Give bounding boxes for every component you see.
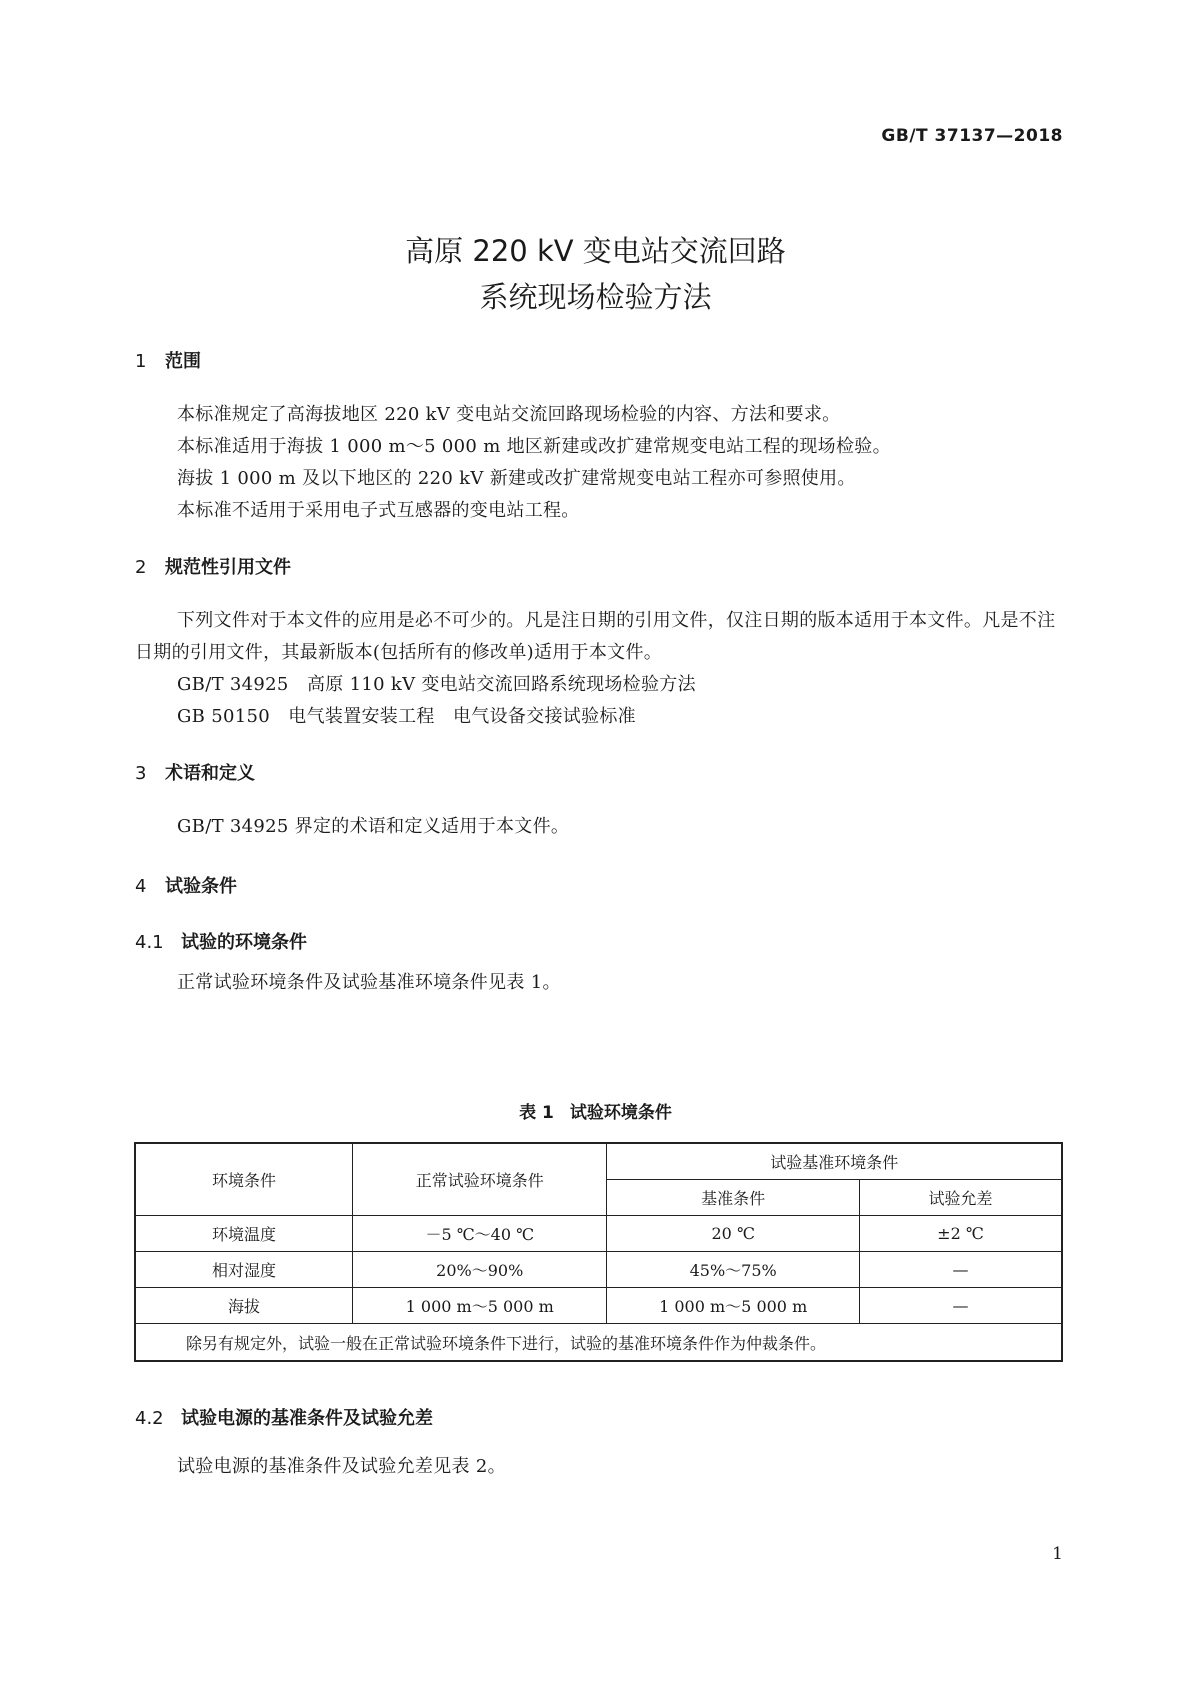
table-row [135, 1252, 1062, 1288]
section-2-heading [135, 553, 291, 579]
table-cell: — [859, 1252, 1062, 1288]
section-4-1-number: 4.1 [135, 932, 164, 953]
table-header-cell: 基准条件 [607, 1180, 859, 1216]
table-note-row [135, 1324, 1062, 1362]
table-1-number: 表 1 [519, 1103, 554, 1123]
section-1-para: 本标准适用于海拔 1 000 m～5 000 m 地区新建或改扩建常规变电站工程的现场检验。 [177, 436, 891, 457]
table-cell: — [859, 1288, 1062, 1324]
section-4-2-heading [135, 1404, 433, 1430]
table-note: 除另有规定外，试验一般在正常试验环境条件下进行，试验的基准环境条件作为仲裁条件。 [135, 1324, 1062, 1362]
section-3-para: GB/T 34925 界定的术语和定义适用于本文件。 [177, 816, 570, 837]
section-3-title: 术语和定义 [165, 763, 255, 784]
section-4-1-title: 试验的环境条件 [181, 932, 307, 953]
table-cell: 相对湿度 [135, 1252, 353, 1288]
table-cell: 1 000 m～5 000 m [607, 1288, 859, 1324]
section-4-title: 试验条件 [165, 876, 237, 897]
table-cell: 45%～75% [607, 1252, 859, 1288]
section-2-body [135, 605, 1060, 733]
table-row [135, 1216, 1062, 1252]
section-1-number: 1 [135, 351, 147, 372]
section-2-title: 规范性引用文件 [165, 557, 291, 578]
table-row [135, 1288, 1062, 1324]
section-4-1-body [135, 967, 1060, 999]
section-4-2-para: 试验电源的基准条件及试验允差见表 2。 [177, 1456, 506, 1477]
section-4-1-heading [135, 928, 307, 954]
section-1-heading [135, 347, 201, 373]
table-cell: －5 ℃～40 ℃ [353, 1216, 607, 1252]
table-cell: 环境温度 [135, 1216, 353, 1252]
table-header-cell: 正常试验环境条件 [353, 1143, 607, 1216]
section-3-heading [135, 759, 255, 785]
document-title [0, 228, 1191, 320]
page-number: 1 [1052, 1544, 1063, 1564]
table-1-caption [0, 1098, 1191, 1123]
table-header-cell: 环境条件 [135, 1143, 353, 1216]
normative-reference: GB 50150 电气装置安装工程 电气设备交接试验标准 [177, 706, 636, 727]
section-1-para: 本标准不适用于采用电子式互感器的变电站工程。 [177, 500, 580, 521]
section-4-1-para: 正常试验环境条件及试验基准环境条件见表 1。 [177, 972, 561, 993]
environment-conditions-table [134, 1142, 1063, 1362]
title-line-1: 高原 220 kV 变电站交流回路 [405, 234, 786, 268]
section-2-number: 2 [135, 557, 147, 578]
section-1-body [135, 399, 1060, 527]
title-line-2: 系统现场检验方法 [479, 280, 712, 314]
table-cell: 20%～90% [353, 1252, 607, 1288]
section-1-para: 本标准规定了高海拔地区 220 kV 变电站交流回路现场检验的内容、方法和要求。 [177, 404, 841, 425]
table-header-row [135, 1143, 1062, 1180]
standard-number: GB/T 37137—2018 [881, 126, 1063, 146]
table-cell: 1 000 m～5 000 m [353, 1288, 607, 1324]
section-4-2-number: 4.2 [135, 1408, 164, 1429]
section-1-title: 范围 [165, 351, 201, 372]
table-header-cell: 试验允差 [859, 1180, 1062, 1216]
table-1-title: 试验环境条件 [569, 1103, 672, 1123]
section-3-body [135, 811, 1060, 843]
table-cell: 海拔 [135, 1288, 353, 1324]
section-1-para: 海拔 1 000 m 及以下地区的 220 kV 新建或改扩建常规变电站工程亦可参照使用。 [177, 468, 856, 489]
section-2-intro: 下列文件对于本文件的应用是必不可少的。凡是注日期的引用文件，仅注日期的版本适用于本文件。凡是不注日期的引用文件，其最新版本(包括所有的修改单)适用于本文件。 [135, 610, 1056, 663]
table-cell: ±2 ℃ [859, 1216, 1062, 1252]
section-4-number: 4 [135, 876, 147, 897]
section-4-2-body [135, 1451, 1060, 1483]
section-4-2-title: 试验电源的基准条件及试验允差 [181, 1408, 433, 1429]
table-header-group-cell: 试验基准环境条件 [607, 1143, 1062, 1180]
section-3-number: 3 [135, 763, 147, 784]
table-cell: 20 ℃ [607, 1216, 859, 1252]
section-4-heading [135, 872, 237, 898]
normative-reference: GB/T 34925 高原 110 kV 变电站交流回路系统现场检验方法 [177, 674, 696, 695]
